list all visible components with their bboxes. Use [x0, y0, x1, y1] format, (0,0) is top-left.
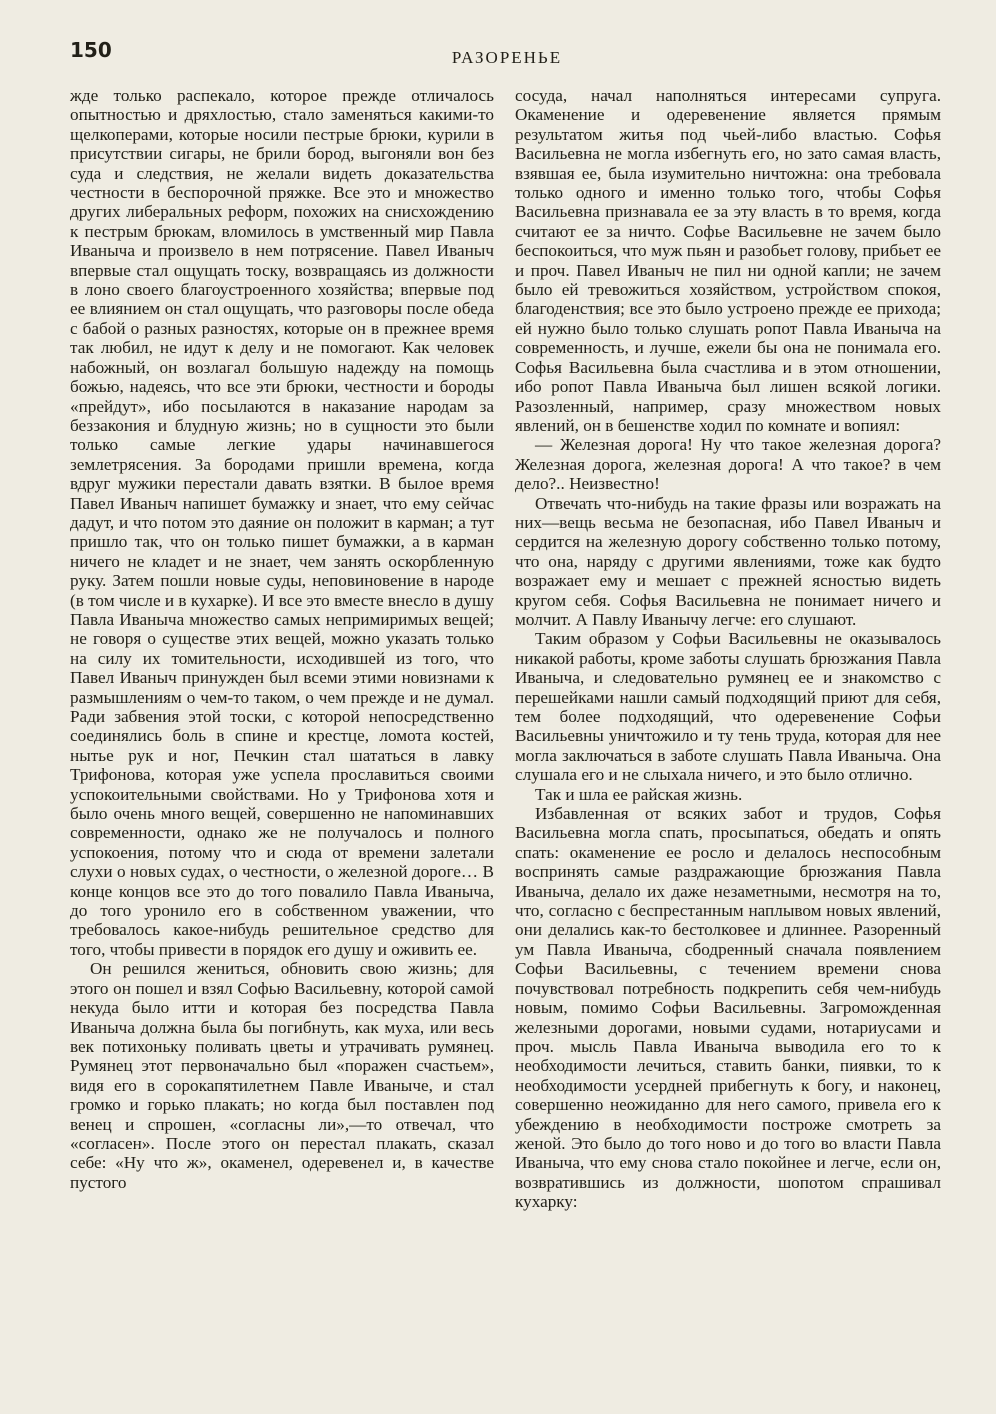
paragraph: Он решился жениться, обновить свою жизнь; для этого он пошел и взял Софью Васильевну, которой самой некуда было итти и которая без посредства Павла Иваныча должна была бы погибнуть, как муха, или весь век потихоньку поливать цветы и утрачивать румянец. Румянец этот первоначально был «поражен счастьем», видя его в сорокапятилетнем Павле Иваныче, и стал громко и горько плакать; но когда был поставлен под венец и спрошен, «согласны ли»,—то отвечал, что «согласен». После этого он перестал плакать, сказал себе: «Ну что ж», окаменел, одеревенел и, в качестве пустого: [70, 959, 494, 1192]
paragraph: Отвечать что-нибудь на такие фразы или возражать на них—вещь весьма не безопасная, ибо Павел Иваныч и сердится на железную дорогу собственно только потому, что она, наряду с другими явлениями, тоже как будто возражает ему и мешает с прежней ясностью видеть кругом себя. Софья Васильевна не понимает ничего и молчит. А Павлу Иванычу легче: его слушают.: [515, 493, 941, 629]
paragraph: сосуда, начал наполняться интересами супруга. Окаменение и одеревенение является прямым результатом житья под чьей-либо властью. Софья Васильевна не могла избегнуть его, но зато самая власть, взявшая ее, была изумительно ничтожна: она требовала только одного и именно только того, чтобы Софья Васильевна признавала ее за эту власть в то время, когда считают ее за ничто. Софье Васильевне не зачем было беспокоиться, что муж пьян и разобьет голову, прибьет ее и проч. Павел Иваныч не пил ни одной капли; не зачем было ей тревожиться хозяйством, устройством спокоя, благоденствия; все это было устроено прежде ее прихода; ей нужно было только слушать ропот Павла Иваныча на современность, и лучше, ежели бы она не понимала его. Софья Васильевна была счастлива и в этом отношении, ибо ропот Павла Иваныча был лишен всякой логики. Разозленный, например, сразу множеством новых явлений, он в бешенстве ходил по комнате и вопиял:: [515, 86, 941, 435]
paragraph: Так и шла ее райская жизнь.: [535, 784, 743, 804]
running-title: РАЗОРЕНЬЕ: [451, 48, 563, 67]
paragraph: — Железная дорога! Ну что такое железная дорога? Железная дорога, железная дорога! А что такое? в чем дело?.. Неизвестно!: [515, 435, 941, 494]
paragraph: жде только распекало, которое прежде отличалось опытностью и дряхлостью, стало заменяться какими-то щелкоперами, которые носили пестрые брюки, курили в присутствии сигары, не брили бород, выгоняли вон без суда и следствия, не желали видеть доказательства честности в беспорочной пряжке. Все это и множество других либеральных реформ, похожих на снисхождению к пестрым брюкам, вломилось в умственный мир Павла Иваныча и произвело в нем потрясение. Павел Иваныч впервые стал ощущать тоску, возвращаясь из должности в лоно своего благоустроенного хозяйства; впервые под ее влиянием он стал ощущать, что разговоры после обеда с бабой о разных разностях, которые он в прежнее время так любил, не идут к делу и не помогают. Как человек набожный, он возлагал большую надежду на помощь божью, надеясь, что все эти брюки, честности и бороды «прейдут», ибо посылаются в наказание народам за беззакония и блудную жизнь; но в сущности это были только самые легкие удары начинавшегося землетрясения. За бородами пришли времена, когда вдруг мужики перестали давать взятки. В былое время Павел Иваныч напишет бумажку и знает, что ему сейчас дадут, и что потом это даяние он положит в карман; а тут пришло так, что он только пишет бумажки, а в карман ничего не кладет и не знает, чем занять оскорбленную руку. Затем пошли новые суды, неповиновение в народе (в том числе и в кухарке). И все это вместе внесло в душу Павла Иваныча множество самых непримиримых вещей; не говоря о существе этих вещей, можно указать только на силу их томительности, исходившей из того, что Павел Иваныч принужден был всеми этими новизнами к размышлениям о чем-то таком, о чем прежде и не думал. Ради забвения этой тоски, с которой непосредственно соединялись боль в спине и крестце, ломота костей, нытье рук и ног, Печкин стал шататься в лавку Трифонова, которая уже успела прославиться своими успокоительными свойствами. Но у Трифонова хотя и было очень много вещей, совершенно не напоминавших современности, однако же не получалось и полного успокоения, потому что и сюда от времени залетали слухи о новых судах, о честности, о железной дороге… В конце концов все это до того повалило Павла Иваныча, до того уронило его в собственном уважении, что требовалось какое-нибудь решительное средство для того, чтобы привести в порядок его душу и оживить ее.: [70, 86, 494, 959]
page-number: 150: [70, 38, 112, 62]
paragraph: Таким образом у Софьи Васильевны не оказывалось никакой работы, кроме заботы слушать брюзжания Павла Иваныча, и следовательно румянец ее и знакомство с перешейками нашли самый подходящий приют для себя, тем более подходящий, что одеревенение Софьи Васильевны уничтожило и ту тень труда, которая для нее могла заключаться в заботе слушать Павла Иваныча. Она слушала его и не слыхала ничего, и это было отлично.: [515, 629, 941, 785]
paragraph: Избавленная от всяких забот и трудов, Софья Васильевна могла спать, просыпаться, обедать и опять спать: окаменение ее росло и делалось неспособным воспринять самые раздражающие брюзжания Павла Иваныча, делало их даже незаметными, несмотря на то, что, согласно с беспрестанным наплывом новых явлений, они делались как-то бестолковее и длиннее. Разоренный ум Павла Иваныча, сбодренный сначала появлением Софьи Васильевны, с течением времени снова почувствовал потребность подкрепить себя чем-нибудь новым, помимо Софьи Васильевны. Загроможденная железными дорогами, новыми судами, нотариусами и проч. мысль Павла Иваныча выводила его то к необходимости лечиться, ставить банки, пиявки, то к необходимости усердней прибегнуть к богу, и наконец, совершенно неожиданно для него самого, привела его к убеждению в необходимости построже смотреть за женой. Это было до того ново и до того во власти Павла Иваныча, что ему снова стало покойнее и легче, если он, возвратившись из должности, шопотом спрашивал кухарку:: [515, 804, 941, 1212]
left-column: [70, 86, 494, 1192]
right-column: [515, 86, 941, 1212]
